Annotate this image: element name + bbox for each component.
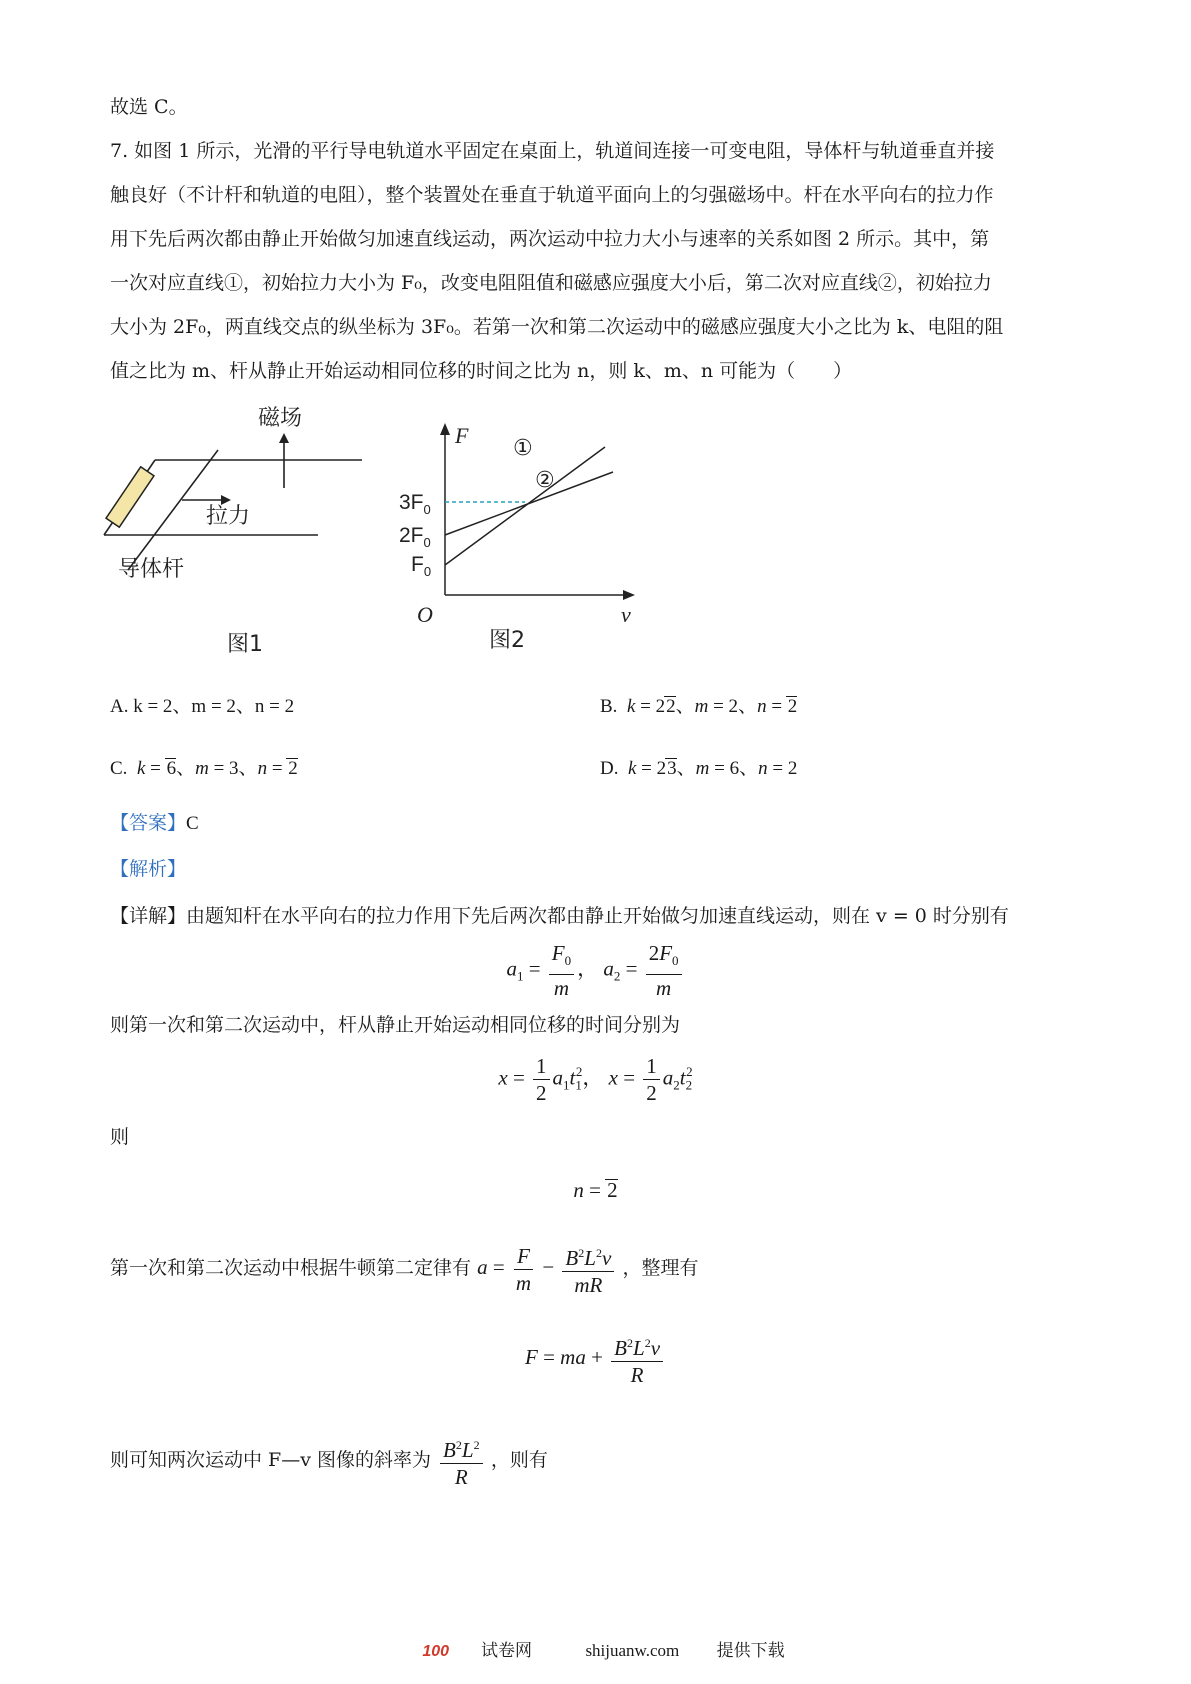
detail-line-1: 【详解】由题知杆在水平向右的拉力作用下先后两次都由静止开始做匀加速直线运动，则在 v = 0 时分别有: [110, 905, 1009, 927]
equation-displacement: x = $\frac{1}{2}$ $a_1t_1^2$， x = $\frac{1}{2}$ $a_2t_2^2$: [498, 1054, 693, 1105]
label-magnetic-field: 磁场: [258, 406, 303, 431]
page-footer: [0, 1636, 1191, 1661]
graph-line-1: [445, 447, 605, 565]
option-b: B. k = 22、m = 2、n = 2: [600, 696, 798, 717]
prev-conclusion: 故选 C。: [110, 96, 188, 118]
answer-tag: 【答案】: [110, 812, 187, 834]
tick-f0: $F_0$: [411, 553, 432, 579]
figure-1-caption: 图1: [227, 632, 263, 657]
figure-1: [100, 395, 380, 660]
line-2-label: ②: [535, 468, 555, 493]
equation-accelerations: $a_1$ = $\frac{F_0}{m}$ ， $a_2$ = $\frac{2F_0}{m}$: [0, 940, 1191, 1001]
question-line-1: 7. 如图 1 所示，光滑的平行导电轨道水平固定在桌面上，轨道间连接一可变电阻，导体杆与轨道垂直并接: [110, 140, 995, 162]
option-c: C. k = 6、m = 3、n = 2: [110, 758, 298, 779]
question-line-5: 大小为 2F₀，两直线交点的纵坐标为 3F₀。若第一次和第二次运动中的磁感应强度大小之比为 k、电阻的阻: [110, 316, 1004, 338]
tick-3f0: $3F_0$: [399, 491, 431, 517]
equation-force: F = ma + $\frac{B^2L^2v}{R}$: [0, 1330, 1191, 1388]
answer-value: C: [186, 813, 199, 834]
brand: 100 试卷网: [422, 1641, 533, 1661]
detail-tag: 【详解】: [110, 905, 187, 927]
y-axis-label: F: [455, 423, 469, 448]
question-line-6: 值之比为 m、杆从静止开始运动相同位移的时间之比为 n，则 k、m、n 可能为（ ）: [110, 360, 853, 382]
graph-line-2: [445, 472, 613, 535]
detail-line-5: 则可知两次运动中 F—v 图像的斜率为 $\frac{B^2L^2}{R}$ ，则有: [110, 1432, 1085, 1490]
option-a: A. k = 2、m = 2、n = 2: [110, 696, 295, 717]
footer-slogan: 提供下载: [716, 1641, 785, 1661]
brand-logo: 100: [422, 1643, 450, 1660]
question-line-4: 一次对应直线①，初始拉力大小为 F₀，改变电阻阻值和磁感应强度大小后，第二次对应直线②，初始拉力: [110, 272, 992, 294]
detail-line-2: 则第一次和第二次运动中，杆从静止开始运动相同位移的时间分别为: [110, 1014, 681, 1036]
tick-2f0: $2F_0$: [399, 524, 431, 550]
site-link[interactable]: shijuanw.com: [585, 1641, 680, 1660]
option-d: D. k = 23、m = 6、n = 2: [600, 758, 798, 779]
figure-2-caption: 图2: [489, 628, 525, 653]
detail-line-4: 第一次和第二次运动中根据牛顿第二定律有 a = $\frac{F}{m}$ − $\frac{B^2L^2v}{mR}$ ，整理有: [110, 1240, 1085, 1298]
origin-label: O: [417, 602, 433, 627]
equation-n: n = 2: [573, 1178, 618, 1202]
label-pull-force: 拉力: [206, 504, 251, 529]
figure-2: [385, 415, 655, 660]
detail-line-3: 则: [110, 1126, 130, 1148]
line-1-label: ①: [513, 436, 533, 461]
analysis-tag: 【解析】: [110, 858, 187, 880]
question-line-3: 用下先后两次都由静止开始做匀加速直线运动，两次运动中拉力大小与速率的关系如图 2 所示。其中，第: [110, 228, 990, 250]
label-conductor-rod: 导体杆: [118, 557, 185, 582]
question-line-2: 触良好（不计杆和轨道的电阻），整个装置处在垂直于轨道平面向上的匀强磁场中。杆在水平向右的拉力作: [110, 184, 994, 206]
answer-line: [110, 810, 1085, 837]
x-axis-label: v: [621, 602, 631, 627]
